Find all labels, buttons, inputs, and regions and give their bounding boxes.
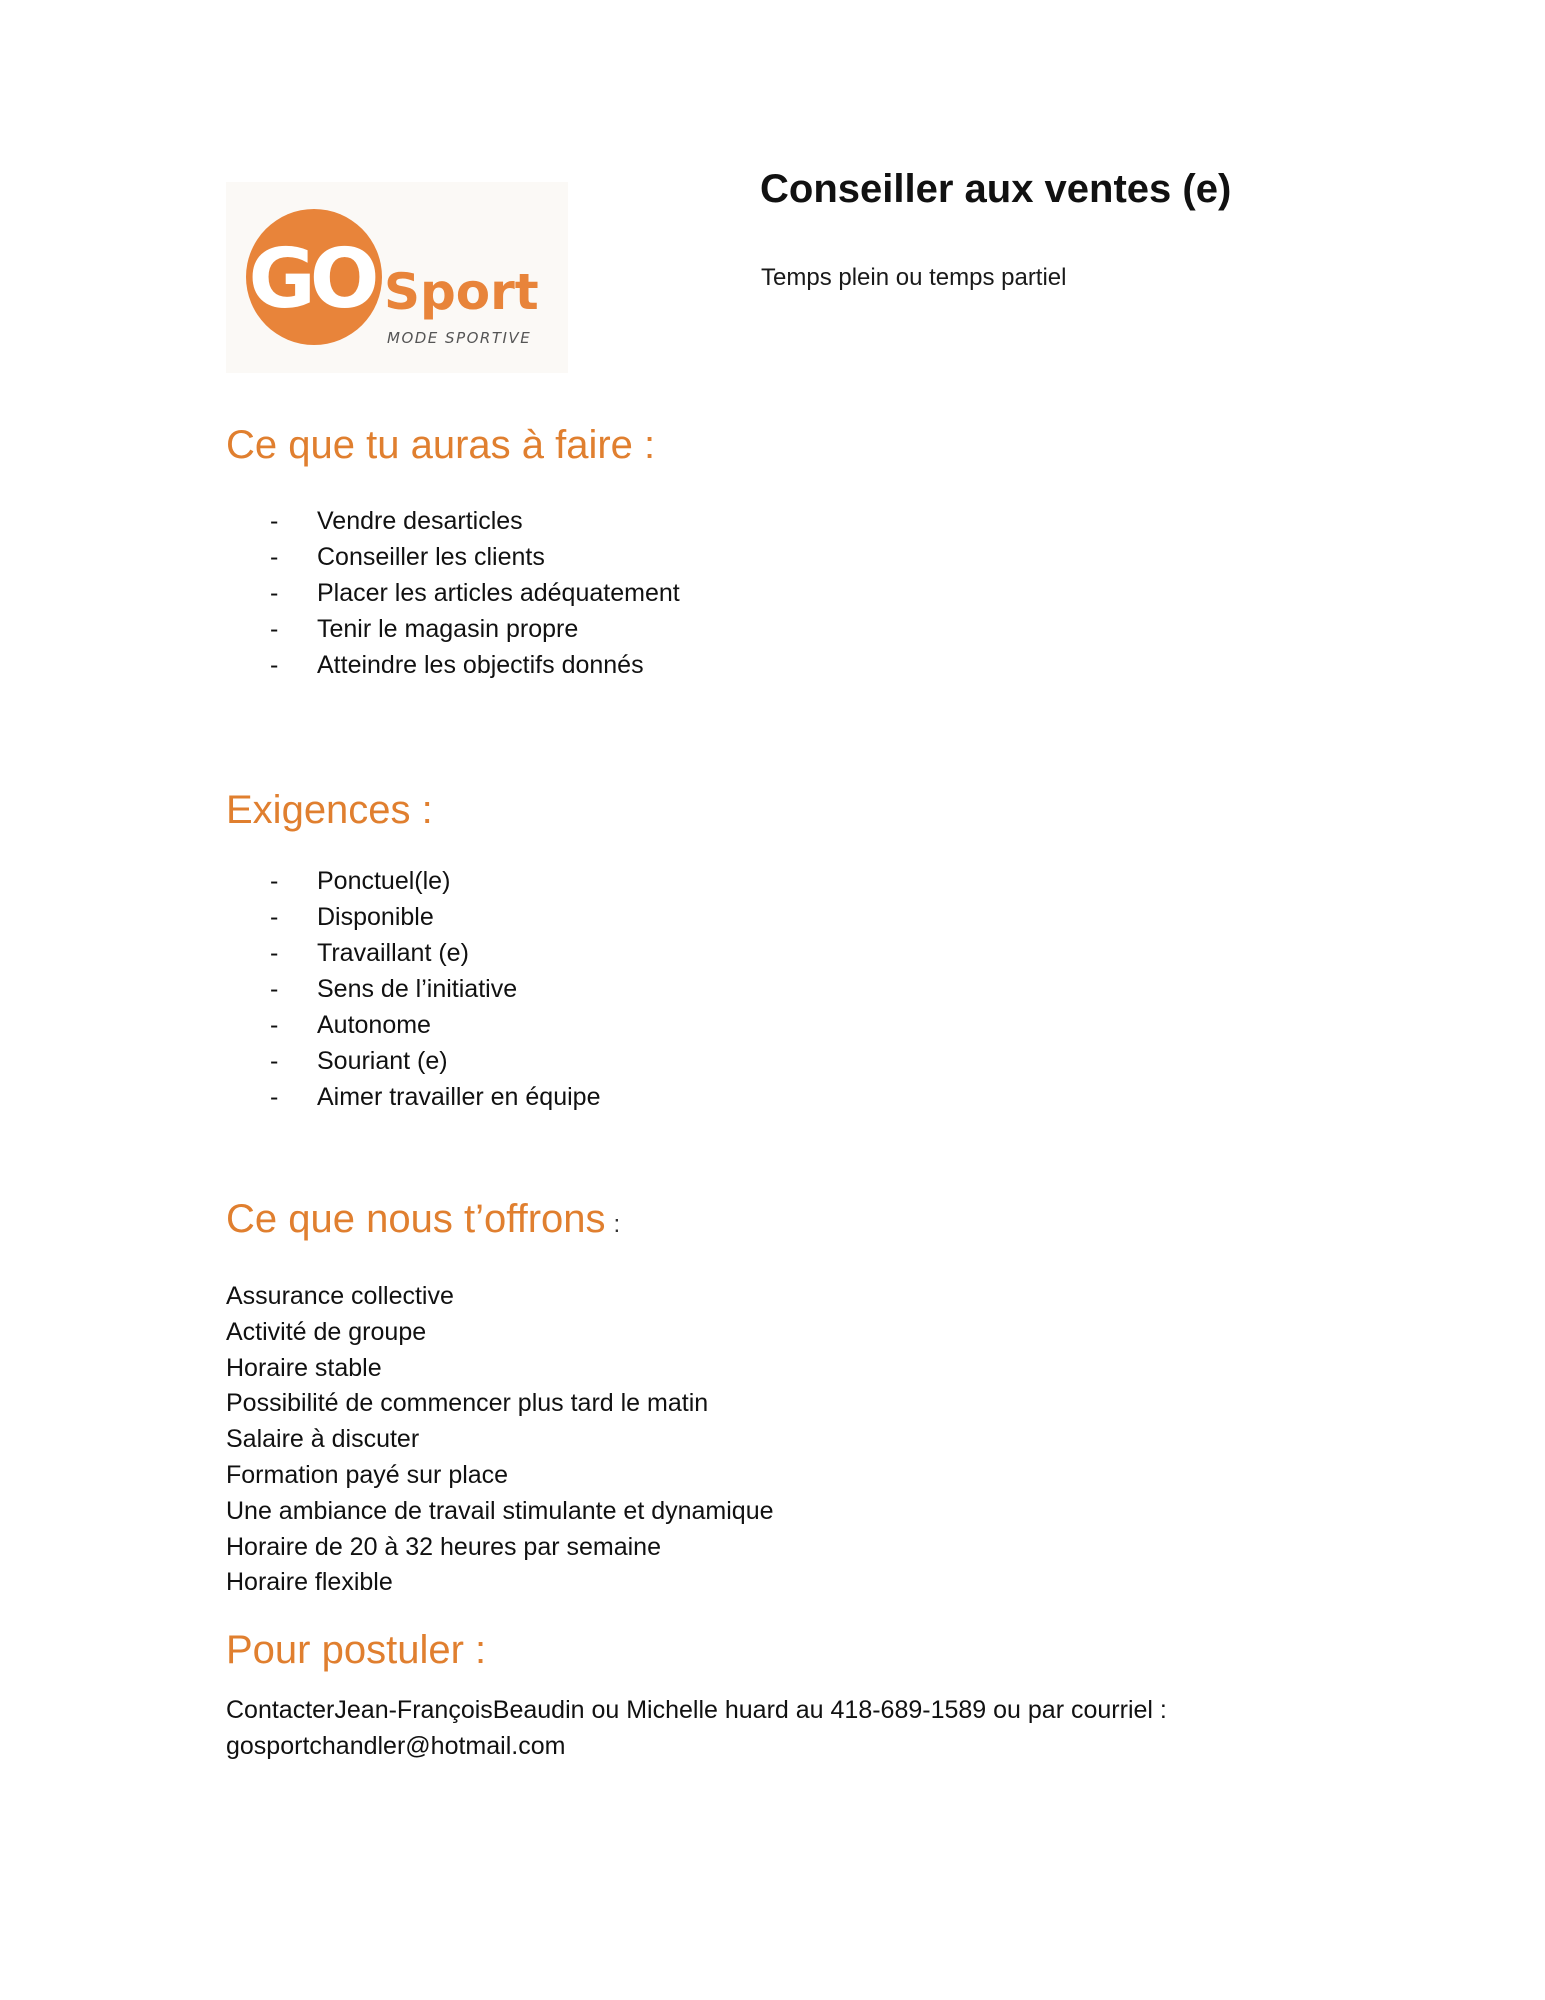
logo-tagline: MODE SPORTIVE bbox=[387, 329, 532, 347]
list-dash: - bbox=[270, 615, 279, 643]
list-dash: - bbox=[270, 579, 279, 607]
list-item bbox=[270, 1043, 600, 1079]
list-item bbox=[270, 1079, 600, 1115]
list-dash: - bbox=[270, 939, 279, 967]
list-item: Activité de groupe bbox=[226, 1317, 427, 1346]
list-dash: - bbox=[270, 975, 279, 1003]
list-item bbox=[270, 1007, 600, 1043]
requirement-text: Sens de l’initiative bbox=[317, 975, 518, 1003]
requirement-text: Disponible bbox=[317, 903, 434, 931]
requirements-heading: Exigences : bbox=[226, 788, 433, 832]
apply-email: gosportchandler@hotmail.com bbox=[226, 1732, 566, 1760]
offers-list bbox=[226, 1279, 774, 1601]
requirement-text: Autonome bbox=[317, 1011, 431, 1039]
task-text: Vendre desarticles bbox=[317, 507, 523, 535]
list-item: Formation payé sur place bbox=[226, 1460, 509, 1489]
requirement-text: Ponctuel(le) bbox=[317, 867, 451, 895]
list-item bbox=[270, 611, 680, 647]
list-item: Assurance collective bbox=[226, 1282, 454, 1310]
list-item bbox=[270, 935, 600, 971]
offers-heading-colon: : bbox=[613, 1211, 621, 1238]
tasks-heading: Ce que tu auras à faire : bbox=[226, 423, 656, 467]
requirements-list bbox=[270, 863, 600, 1115]
task-text: Atteindre les objectifs donnés bbox=[317, 651, 644, 679]
list-item: Possibilité de commencer plus tard le matin bbox=[226, 1389, 709, 1418]
list-item bbox=[270, 971, 600, 1007]
list-dash: - bbox=[270, 507, 279, 535]
list-item bbox=[270, 899, 600, 935]
offers-heading-text: Ce que nous t’offrons bbox=[226, 1197, 606, 1241]
list-item: Salaire à discuter bbox=[226, 1425, 420, 1454]
gosport-logo bbox=[226, 182, 568, 373]
list-item bbox=[270, 539, 680, 575]
list-item bbox=[270, 575, 680, 611]
list-dash: - bbox=[270, 543, 279, 571]
job-title: Conseiller aux ventes (e) bbox=[760, 167, 1232, 211]
job-type: Temps plein ou temps partiel bbox=[761, 264, 1067, 291]
task-text: Placer les articles adéquatement bbox=[317, 579, 680, 607]
list-item bbox=[270, 503, 680, 539]
list-dash: - bbox=[270, 1011, 279, 1039]
list-dash: - bbox=[270, 867, 279, 895]
list-item: Horaire de 20 à 32 heures par semaine bbox=[226, 1532, 661, 1561]
list-item: Horaire stable bbox=[226, 1353, 382, 1382]
offers-heading bbox=[226, 1197, 620, 1242]
tasks-list bbox=[270, 503, 680, 683]
list-dash: - bbox=[270, 903, 279, 931]
requirement-text: Souriant (e) bbox=[317, 1047, 448, 1075]
apply-contact-line: ContacterJean-FrançoisBeaudin ou Michelle huard au 418-689-1589 ou par courriel : bbox=[226, 1696, 1167, 1724]
list-item bbox=[270, 647, 680, 683]
requirement-text: Aimer travailler en équipe bbox=[317, 1083, 601, 1111]
apply-contact bbox=[226, 1692, 1167, 1764]
logo-go-text: GO bbox=[248, 232, 374, 327]
list-item: Horaire flexible bbox=[226, 1568, 393, 1597]
list-item bbox=[270, 863, 600, 899]
list-item: Une ambiance de travail stimulante et dynamique bbox=[226, 1496, 774, 1525]
logo-sport-text: Sport bbox=[384, 263, 539, 321]
task-text: Tenir le magasin propre bbox=[317, 615, 579, 643]
task-text: Conseiller les clients bbox=[317, 543, 545, 571]
apply-heading: Pour postuler : bbox=[226, 1628, 487, 1672]
gosport-logo-graphic bbox=[226, 182, 568, 373]
requirement-text: Travaillant (e) bbox=[317, 939, 469, 967]
list-dash: - bbox=[270, 1047, 279, 1075]
list-dash: - bbox=[270, 1083, 279, 1111]
list-dash: - bbox=[270, 651, 279, 679]
